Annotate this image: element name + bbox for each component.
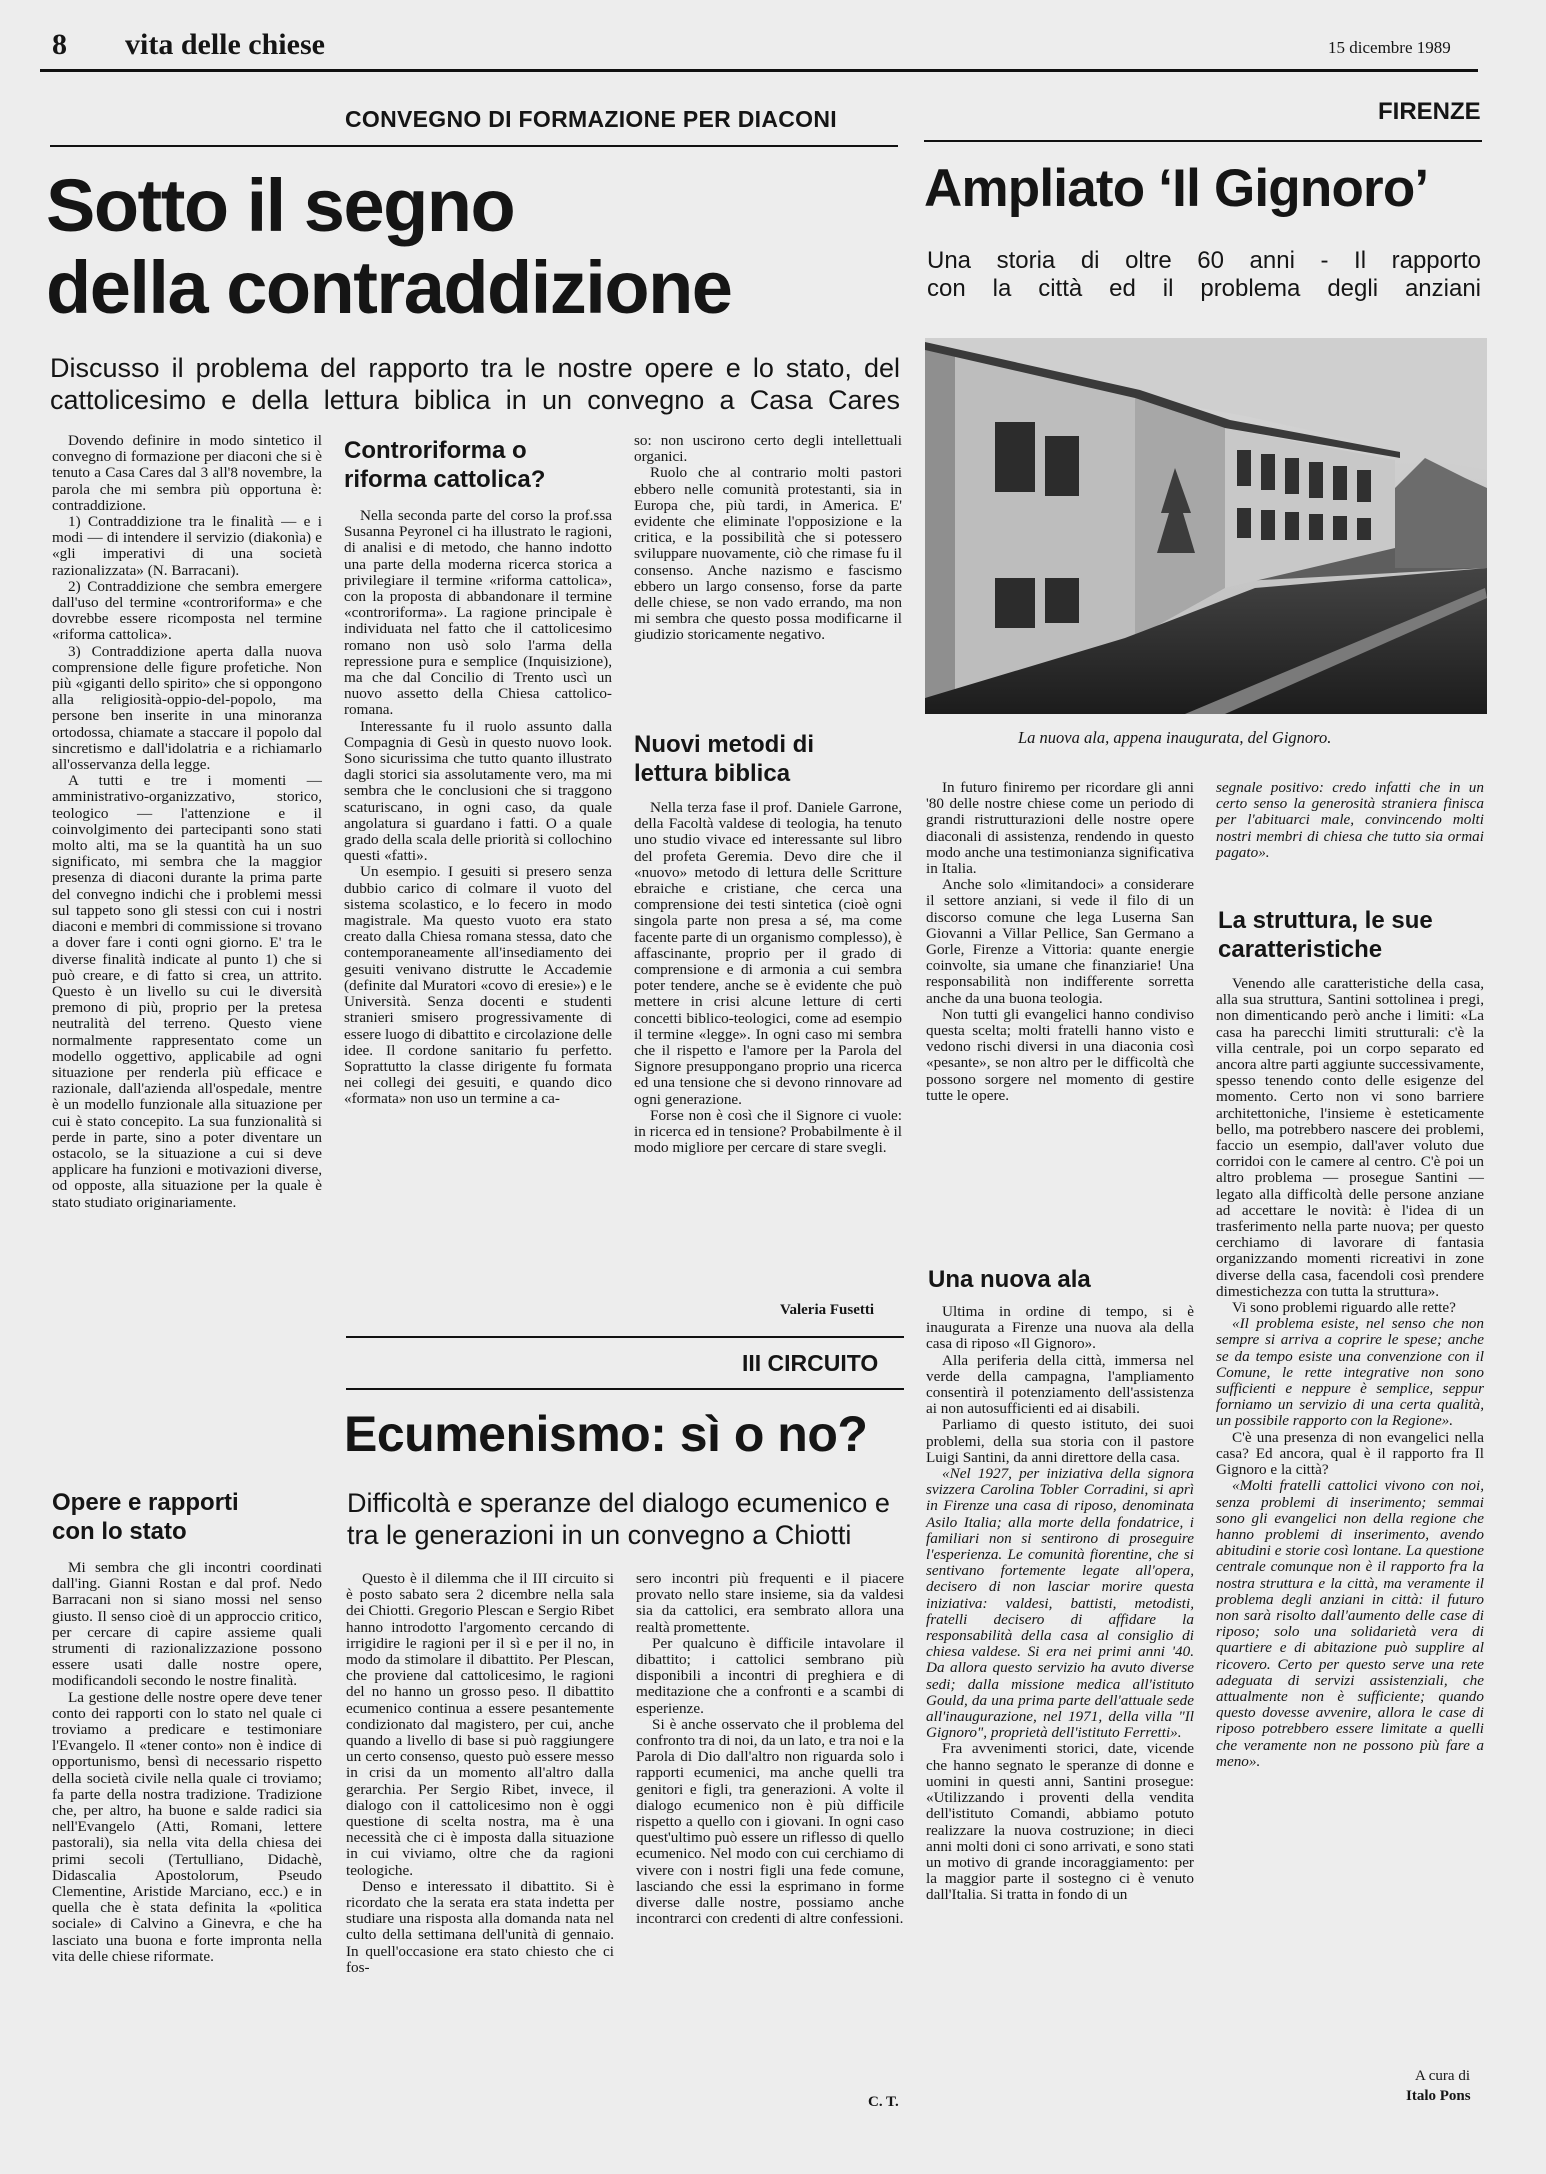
paragraph: In futuro finiremo per ricordare gli anni '80 delle nostre chiese come un periodo di grandi ristrutturazioni delle nostre opere diaconali di assistenza, rendendo in questo modo anche una testimonianza significativa in Italia. [926, 779, 1194, 878]
paragraph: «Molti fratelli cattolici vivono con noi, senza problemi di inserimento; semmai sono gli evangelici non della regione che hanno problemi di inserimento, avendo abitudini e storie così lontane. La questione centrale comunque non è il rapporto fra la nostra struttura e la città, ma veramente il problema degli anziani in città: il futuro non sarà risolto dall'aumento delle case di riposo; solo una solidarietà vera di quartiere e di abitazione può supplire al ricovero. Certo per questo serve una rete adeguata di servizi assistenziali, che attualmente non è sufficiente; quando questo dovesse avvenire, allora le case di riposo potrebbero essere limitate a quelli che veramente non ne possono più fare a meno». [1216, 1477, 1484, 1770]
article-column-2 [344, 508, 612, 1108]
paragraph: A tutti e tre i momenti — amministrativo-organizzativo, storico, teologico — l'attenzione e il coinvolgimento dei partecipanti sono stati molto alti, ma se la quantità ha un suo significato, mi sembra che la maggior presenza di diaconi durante la prima parte del convegno indichi che i problemi messi sul tappeto sono gli stessi con cui i nostri diaconi e membri di commissione si trovano a dover fare i conti ogni giorno. E' tra le diverse finalità indicate al punto 1) che si può creare, e di fatto si crea, un attrito. Questo è un livello su cui le diversità premono di più, proprio per la pretesa neutralità del terreno. Questo viene normalmente rappresentato come un modello oggettivo, applicabile ad ogni situazione per renderla più efficace e razionale, dall'azienda all'ospedale, mentre è un modello funzionale alla situazione per cui è stato concepito. La sua funzionalità si perde in parte, sino a poter diventare un ostacolo, se la situazione a cui si deve applicare ha funzioni e motivazioni diverse, od opposte, alla situazione per la quale è stato studiato originariamente. [52, 772, 322, 1211]
right-column-2 [1216, 780, 1484, 861]
paragraph: C'è una presenza di non evangelici nella casa? Ed ancora, qual è il rapporto fra Il Gignoro e la città? [1216, 1428, 1484, 1479]
standfirst [927, 247, 1481, 303]
article-column-3-continued [634, 800, 902, 1156]
article-column-1-continued [52, 1560, 322, 1965]
paragraph: Dovendo definire in modo sintetico il convegno di formazione per diaconi che si è tenuto a Casa Cares dal 3 all'8 novembre, la parola che mi sembra più opportuna è: contraddizione. [52, 432, 322, 514]
paragraph: Questo è il dilemma che il III circuito si è posto sabato sera 2 dicembre nella sala dei Chiotti. Gregorio Plescan e Sergio Ribet hanno introdotto l'argomento cercando di irrigidire le ragioni per il sì e per il no, in modo da stimolare il dibattito. Per Plescan, che proviene dal cattolicesimo, le ragioni del no hanno un grosso peso. Il dibattito ecumenico continua a essere pesantemente condizionato dal magistero, per cui, anche quando a livello di base si può raggiungere un certo consenso, questo può essere messo in crisi da un momento all'altro dalla gerarchia. Per Sergio Ribet, invece, il dialogo con il cattolicesimo non è oggi questione di scelta nostra, ma è una necessità che ci è imposta dalla situazione in cui viviamo, oltre che da ragioni teologiche. [346, 1570, 614, 1879]
standfirst [347, 1487, 890, 1551]
kicker-rule [346, 1388, 904, 1390]
paragraph: Denso e interessato il dibattito. Si è ricordato che la serata era stata indetta per studiare una risposta alla domanda nata nel culto della settimana dell'unità di gennaio. In quell'occasione era stato chiesto che ci fos- [346, 1877, 614, 1976]
paragraph: Anche solo «limitandoci» a considerare il settore anziani, si vede il filo di un discorso comune che lega Luserna San Giovanni a Villar Pellice, San Germano a Gorle, Firenze a Vittoria: quante energie coinvolte, sia umane che finanziarie! Una responsabilità non indifferente sorretta anche da una buona teologia. [926, 876, 1194, 1007]
subheading-metodi: Nuovi metodi di lettura biblica [634, 731, 814, 787]
byline: Italo Pons [1406, 2088, 1471, 2104]
paragraph: «Nel 1927, per iniziativa della signora svizzera Carolina Tobler Corradini, si aprì in Firenze una casa di riposo, denominata Asilo Italia; alla morte della fondatrice, i familiari non si sentirono di proseguire l'esperienza. Le comunità fiorentine, che si sentivano fortemente legate all'opera, decisero di non lasciar morire questa iniziativa: valdesi, battisti, metodisti, fratelli decisero di affidare la responsabilità della casa al consiglio di chiesa valdese. Si era nei primi anni '40. Da allora questo servizio ha avuto diverse sedi; dalla missione medica all'istituto Gould, da una prima parte dell'attuale sede all'inaugurazione, nel 1971, della villa "Il Gignoro", proprietà dell'istituto Ferretti». [926, 1465, 1194, 1742]
byline: Valeria Fusetti [780, 1302, 875, 1318]
header-rule [40, 69, 1478, 72]
paragraph: 2) Contraddizione che sembra emergere dall'uso del termine «controriforma» e che dovrebbe essere ricomposta nel termine «riforma cattolica». [52, 577, 322, 644]
standfirst [50, 352, 900, 416]
kicker: CONVEGNO DI FORMAZIONE PER DIACONI [345, 106, 837, 132]
kicker-rule [924, 140, 1482, 142]
paragraph: 3) Contraddizione aperta dalla nuova comprensione delle figure profetiche. Non più «giganti dello spirito» che si oppongono alla religiosità-oppio-del-popolo, ma persone ben inserite in una minoranza ortodossa, chiamate a staccare il popolo dal sincretismo e dall'idolatria e a richiamarlo all'osservanza della legge. [52, 642, 322, 774]
subheading-nuova-ala: Una nuova ala [928, 1266, 1091, 1293]
paragraph: Un esempio. I gesuiti si presero senza dubbio carico di colmare il vuoto del sistema scolastico, e lo fecero in modo magistrale. Ma questo vuoto era stato creato dalla Chiesa romana stessa, dato che contemporaneamente all'insediamento dei gesuiti venivano distrutte le Accademie (definite dal Muratori «covo di eresie») e le Università. Senza docenti e studenti stranieri smisero progressivamente di essere luogo di dibattito e circolazione delle idee. Il cordone sanitario fu perfetto. Soprattutto la classe dirigente fu formata nei collegi dei gesuiti, e quando dico «formata» non uso un termine a ca- [344, 863, 612, 1108]
headline-line-1: Sotto il segno [46, 164, 515, 247]
article-column-3 [634, 433, 902, 644]
paragraph: Fra avvenimenti storici, date, vicende che hanno segnato le speranze di donne e uomini in questi anni, Santini prosegue: «Utilizzando i proventi della vendita dell'istituto Comandi, abbiamo potuto realizzare la nuova costruzione; in dieci anni molti doni ci sono arrivati, e sono stati un motivo di grande incoraggiamento: per la maggior parte il sostegno ci è venuto dall'Italia. Si tratta in fondo di un [926, 1740, 1194, 1904]
subheading-opere: Opere e rapporti con lo stato [52, 1489, 239, 1545]
paragraph: Ultima in ordine di tempo, si è inaugurata a Firenze una nuova ala della casa di riposo «Il Gignoro». [926, 1303, 1194, 1353]
paragraph: Venendo alle caratteristiche della casa, alla sua struttura, Santini sottolinea i pregi, non dimenticando però anche i limiti: «La casa ha parecchi limiti strutturali: c'è la villa centrale, poi un corpo separato ed ancora altre parti aggiunte successivamente, spesso tenendo conto delle esigenze del momento. Certo non vi sono barriere architettoniche, l'insieme è esteticamente bello, ma potrebbero nascere dei problemi, faccio un esempio, dall'aver voluto due corridoi con le camere al centro. C'è poi un altro problema — prosegue Santini — legato alla difficoltà delle persone anziane ad accettare le novità: è l'idea di un trasferimento nella parte nuova; per questo cerchiamo di lavorare di fantasia organizzando momenti ricreativi in zone diverse della casa, facendoli così prendere dimestichezza con tutta la struttura». [1216, 975, 1484, 1300]
paragraph: Nella seconda parte del corso la prof.ssa Susanna Peyronel ci ha illustrato le ragioni, di analisi e di metodo, che hanno indotto una parte della moderna ricerca storica a privilegiare il termine «riforma cattolica», con la proposta di abbandonare il termine «controriforma». La ragione principale è individuata nel fatto che il cattolicesimo romano non usò solo l'arma della repressione pura e semplice (Inquisizione), ma che dal Concilio di Trento uscì un nuovo assetto della Chiesa cattolico-romana. [344, 507, 612, 719]
section-rule [346, 1336, 904, 1338]
right-column-2-continued [1216, 976, 1484, 1770]
kicker: III CIRCUITO [742, 1350, 879, 1376]
headline: Ampliato ‘Il Gignoro’ [924, 159, 1429, 218]
article-column-1 [52, 433, 322, 1211]
subheading-controriforma: Controriforma o riforma cattolica? [344, 437, 546, 493]
paragraph: Parliamo di questo istituto, dei suoi problemi, della sua storia con il pastore Luigi Santini, da anni direttore della casa. [926, 1416, 1194, 1466]
issue-date: 15 dicembre 1989 [1328, 38, 1451, 57]
ecum-column-2 [636, 1571, 904, 1927]
right-column-1-continued [926, 1304, 1194, 1904]
paragraph: Non tutti gli evangelici hanno condiviso questa scelta; molti fratelli hanno visto e vedono rischi diversi in una diaconia così «pesante», se non altro per le difficoltà che possono sorgere nel momento di gestire tutte le opere. [926, 1005, 1194, 1104]
standfirst-line-2: tra le generazioni in un convegno a Chiotti [347, 1520, 852, 1550]
subheading-struttura: La struttura, le sue caratteristiche [1218, 907, 1433, 963]
paragraph: Per qualcuno è difficile intavolare il dibattito; i cattolici sembrano più disponibili a incontri di preghiera e di meditazione che a confronti e a scambi di esperienze. [636, 1634, 904, 1717]
page-number: 8 [52, 28, 67, 61]
paragraph: Si è anche osservato che il problema del confronto tra di noi, da un lato, e tra noi e la Parola di Dio dall'altro non riguarda solo i rapporti ecumenici, ma anche quelli tra genitori e figli, tra generazioni. A volte il dialogo ecumenico non è più difficile rispetto a quello con i giovani. In ogni caso quest'ultimo può essere un riflesso di quello ecumenico. Nel modo con cui cerchiamo di vivere con i nostri figli una fede comune, lasciando che essi la esprimano in forme diverse dalle nostre, possiamo anche incontrarci con credenti di altre confessioni. [636, 1715, 904, 1928]
paragraph: Mi sembra che gli incontri coordinati dall'ing. Gianni Rostan e dal prof. Nedo Barracani non si siano mossi nel senso giusto. Il senso cioè di un approccio critico, per cercare di capire assieme quali strumenti di razionalizzazione possono essere usati dalle nostre opere, modificandoli secondo le nostre finalità. [52, 1559, 322, 1690]
building-photo-image [925, 338, 1487, 714]
kicker-rule [50, 145, 898, 147]
paragraph: «Il problema esiste, nel senso che non sempre si arriva a coprire le spese; anche se da tempo esiste una convenzione con il Comune, le rette integrative non sono sufficienti e neppure è semplice, seppur forniamo un servizio di una certa qualità, un possibile rapporto con la Regione». [1216, 1315, 1484, 1430]
kicker: FIRENZE [1378, 98, 1481, 125]
building-photo [925, 338, 1487, 714]
paragraph: La gestione delle nostre opere deve tener conto dei rapporti con lo stato nel quale ci troviamo a predicare e testimoniare l'Evangelo. Il «tener conto» non è indice di opportunismo, bensì di necessario rispetto della società civile nella quale ci troviamo; fa parte della nostra tradizione. Tradizione che, per altro, ha buone e salde radici sia nell'Evangelo (Atti, Romani, lettere pastorali), sia nella vita della chiesa dei primi secoli (Tertulliano, Didachè, Didascalia Apostolorum, Pseudo Clementine, Aristide Marciano, ecc.) e in quella che è stata definita la «politica sociale» di Calvino a Ginevra, e che ha lasciato una buona e forte impronta nella vita delle chiese riformate. [52, 1688, 322, 1965]
photo-caption: La nuova ala, appena inaugurata, del Gignoro. [1018, 728, 1332, 747]
paragraph: Ruolo che al contrario molti pastori ebbero nelle comunità protestanti, sia in Europa che, più tardi, in America. E' evidente che eliminate l'opposizione e la critica, e la possibilità che si potessero sviluppare nuovamente, ciò che rimase fu il consenso. Anche nazismo e fascismo ebbero un largo consenso, forse da parte delle chiese, se non vado errando, ma non mi sembra che questo possa modificarne il giudizio storicamente negativo. [634, 464, 902, 644]
standfirst-line-1: Una storia di oltre 60 anni - Il rapporto [927, 247, 1481, 274]
standfirst-line-1: Discusso il problema del rapporto tra le nostre opere e lo stato, del [50, 353, 900, 383]
headline [46, 165, 731, 329]
standfirst-line-2: cattolicesimo e della lettura biblica in un convegno a Casa Cares [50, 385, 900, 415]
paragraph: Alla periferia della città, immersa nel verde della campagna, l'ampliamento consentirà il potenziamento dell'assistenza ai non autosufficienti ed ai disabili. [926, 1351, 1194, 1418]
byline: C. T. [868, 2094, 899, 2110]
byline-prefix: A cura di [1415, 2068, 1470, 2084]
standfirst-line-2: con la città ed il problema degli anziani [927, 275, 1481, 302]
paragraph: 1) Contraddizione tra le finalità — e i modi — di intendere il servizio (diakonìa) e «gli imperativi di una società razionalizzata» (N. Barracani). [52, 513, 322, 579]
standfirst-line-1: Difficoltà e speranze del dialogo ecumenico e [347, 1488, 890, 1518]
paragraph: segnale positivo: credo infatti che in un certo senso la generosità straniera finisca per l'abituarci male, convincendo molti nostri membri di chiesa che tutto sia ormai pagato». [1216, 779, 1484, 861]
section-name: vita delle chiese [125, 28, 325, 61]
right-column-1 [926, 780, 1194, 1104]
paragraph: Interessante fu il ruolo assunto dalla Compagnia di Gesù in questo nuovo look. Sono sicurissima che tutto quanto illustrato dagli storici sia assolutamente vero, ma mi sembra che le conclusioni che si traggono scaturiscano, in ogni caso, da quale angolatura si guardano i fatti. O a quale grado della scala delle priorità si collochino questi «fatti». [344, 717, 612, 865]
ecum-column-1 [346, 1571, 614, 1976]
paragraph: Forse non è così che il Signore ci vuole: in ricerca ed in tensione? Probabilmente è il modo migliore per cercare di stare svegli. [634, 1106, 902, 1157]
headline-line-2: della contraddizione [46, 246, 732, 329]
paragraph: sero incontri più frequenti e il piacere provato nello stare insieme, sia da valdesi sia da cattolici, era sembrato allora una realtà promettente. [636, 1570, 904, 1636]
paragraph: Vi sono problemi riguardo alle rette? [1232, 1299, 1456, 1317]
paragraph: so: non uscirono certo degli intellettuali organici. [634, 432, 902, 466]
headline: Ecumenismo: sì o no? [344, 1406, 868, 1462]
column-1-text [52, 433, 322, 1211]
paragraph: Nella terza fase il prof. Daniele Garrone, della Facoltà valdese di teologia, ha tenuto uno studio vivace ed interessante sul libro del profeta Geremia. Devo dire che il «nuovo» metodo di lettura delle Scritture ebraiche e cristiane, che cerca una comprensione dei testi sintetica (cioè ogni singola parte non presa a sé, ma come facente parte di un organismo complesso), è affascinante, proprio per il grado di comprensione e di armonia a cui sembra poter tendere, anche se è evidente che può mettere in crisi alcune letture di certi concetti biblico-teologici, come ad esempio il termine «legge». In ogni caso mi sembra che il rispetto e l'amore per la Parola del Signore presuppongano proprio una ricerca ed una tensione che si devono rinnovare ad ogni generazione. [634, 799, 902, 1108]
